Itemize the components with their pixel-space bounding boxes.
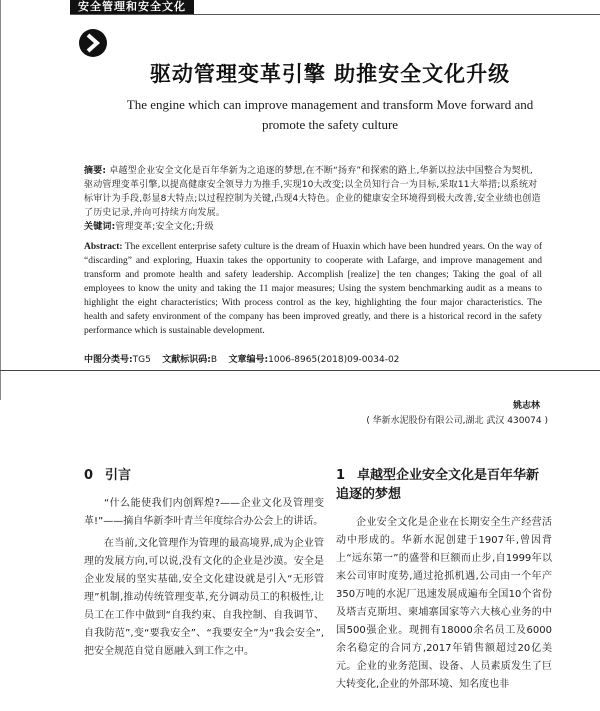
section-0-paragraph-2: 在当前,文化管理作为管理的最高境界,成为企业管理的发展方向,可以说,没有文化的企业是沙漠。安全是企业发展的坚实基础,安全文化建设就是引入“无形管理”机制,推动传统管理变革,充分调动员工的积极性,让员工在工作中做到“自我约束、自我控制、自我调节、自我防范”,变“要我安全”、“我要安全”为“我会安全”,把安全规范自觉自愿融入到工作之中。 — [84, 538, 324, 657]
section-1-paragraph-1: 企业安全文化是企业在长期安全生产经营活动中形成的。华新水泥创建于1907年,曾因背上“远东第一”的盛誉和巨额而止步,自1999年以来公司审时度势,通过抢抓机遇,公司由一个年产350万吨的水泥厂迅速发展成遍布全国10个省份及塔吉克斯坦、柬埔寨国家等六大核心业务的中国500强企业。现拥有18000余名员工及6000余名稳定的合同方,2017年销售额超过20亿美元。企业的业务范围、设备、人员素质发生了巨大转变化,企业的外部环境、知名度也非 — [336, 517, 552, 690]
abstract-en-label: Abstract: — [84, 242, 123, 252]
title-english-line1: The engine which can improve management and transform Move forward and — [126, 97, 534, 112]
author-affiliation: ( 华新水泥股份有限公司,湖北 武汉 430074 ) — [366, 416, 548, 426]
section-0-heading — [84, 466, 324, 485]
keywords-text: 管理变革;安全文化;升级 — [115, 222, 214, 232]
title-english-line2: promote the safety culture — [261, 117, 399, 132]
right-column — [336, 466, 552, 698]
arrow-right-icon — [78, 28, 108, 58]
doc-code-value: B — [210, 355, 218, 365]
section-divider — [0, 370, 600, 371]
doc-code-label: 文献标识码: — [162, 355, 211, 365]
column-header: 安全管理和安全文化 — [70, 0, 194, 14]
abstract-zh-text: 卓越型企业安全文化是百年华新为之追逐的梦想,在不断“扬弃”和探索的路上,华新以拉法中国整合为契机,驱动管理变革引擎,以提高健康安全领导力为推手,实现10大改变;以全员知行合一为目标,采取11大举措;以系统对标审计为手段,彰显8大特点;以过程控制为关键,凸现4大特色。企业的健康安全环境得到极大改善,安全业绩也创造了历史记录,并向可持续方向发展。 — [84, 166, 541, 218]
article-no-value: 1006-8965(2018)09-0034-02 — [268, 355, 400, 365]
abstract-chinese — [84, 164, 542, 234]
title-english — [60, 95, 600, 135]
author-name: 姚志林 — [512, 401, 540, 411]
classification-line — [84, 353, 542, 367]
section-0-paragraph-1: “什么能使我们内创辉煌?——企业文化及管理变革!”——摘自华新李叶青兰年度综合办公会上的讲话。 — [84, 498, 324, 527]
article-no-label: 文章编号: — [228, 355, 269, 365]
abstract-english — [84, 240, 542, 338]
abstract-zh-label: 摘要: — [84, 166, 107, 176]
margin-line — [0, 0, 1, 400]
section-0-number: 0 — [84, 468, 94, 483]
abstract-en-text: The excellent enterprise safety culture is the dream of Huaxin which have been hundred years. On the way of “discarding” and exploring, Huaxin takes the opportunity to cooperate with Lafarge, and improve management and transform and promote health and safety leadership. Accomplish [realize] the ten changes; Taking the goal of all employees to know the unity and taking the 11 major measures; Using the system benchmarking audit as a means to highlight the eight characteristics; With process control as the key, highlighting the four major characteristics. The health and safety environment of the company has been improved greatly, and there is a historical record in the safety performance which is sustainable development. — [84, 242, 542, 336]
clc-label: 中图分类号: — [84, 355, 133, 365]
keywords-label: 关键词: — [84, 222, 116, 232]
clc-value: TG5 — [132, 355, 151, 365]
section-1-number: 1 — [336, 468, 346, 483]
section-1-heading — [336, 466, 552, 504]
section-1-title: 卓越型企业安全文化是百年华新追逐的梦想 — [336, 468, 540, 502]
title-chinese: 驱动管理变革引擎 助推安全文化升级 — [149, 62, 511, 86]
header-rule — [70, 14, 600, 15]
left-column — [84, 466, 324, 665]
section-0-title: 引言 — [105, 468, 132, 483]
